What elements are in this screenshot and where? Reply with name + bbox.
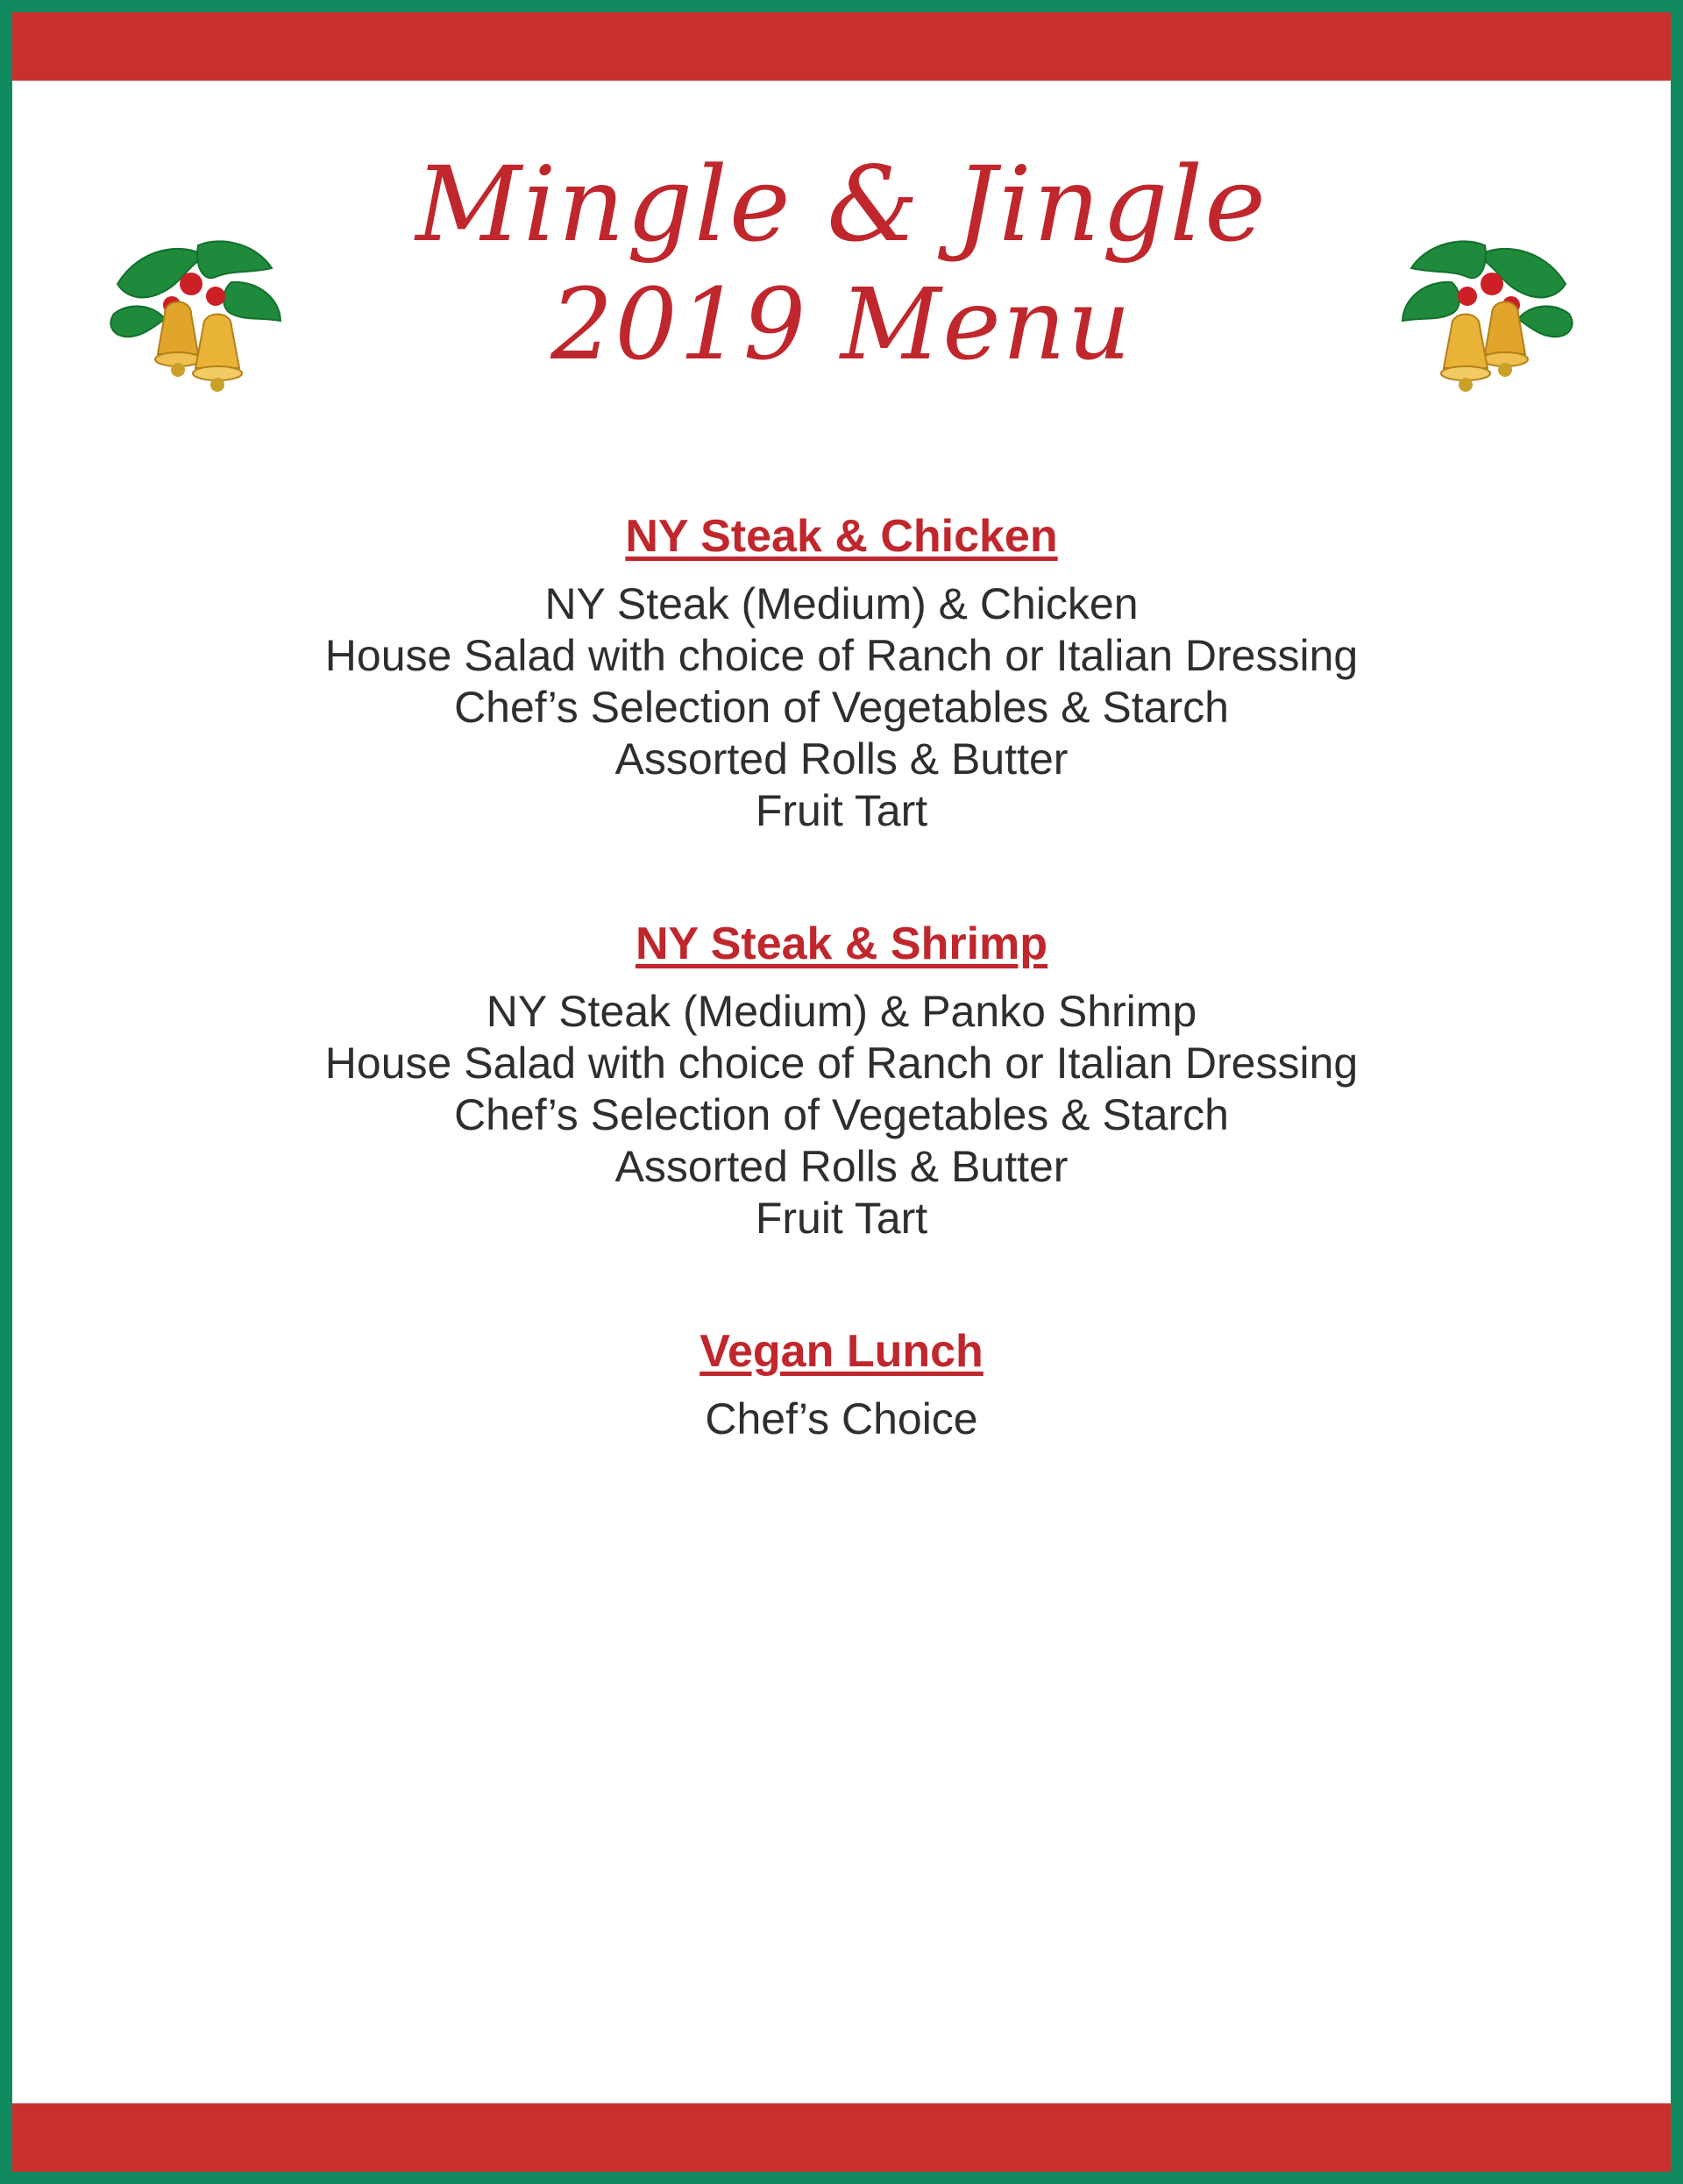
page-title-line-2: 2019 Menu: [550, 268, 1133, 383]
section-title: Vegan Lunch: [699, 1326, 984, 1378]
menu-line: NY Steak (Medium) & Chicken: [544, 579, 1139, 629]
menu-sections: [12, 510, 1671, 1445]
section-lines: [12, 578, 1671, 837]
bottom-red-band: [12, 2103, 1671, 2172]
menu-line: Chef’s Selection of Vegetables & Starch: [454, 1090, 1229, 1140]
section-lines: [12, 986, 1671, 1244]
menu-line: Assorted Rolls & Butter: [614, 734, 1069, 784]
section-title: NY Steak & Shrimp: [635, 918, 1048, 970]
menu-section: [12, 918, 1671, 1244]
page-content: [12, 81, 1671, 2103]
menu-section: [12, 510, 1671, 837]
menu-line: Chef’s Choice: [705, 1394, 978, 1444]
menu-line: Fruit Tart: [755, 1194, 928, 1244]
section-lines: [12, 1393, 1671, 1445]
menu-line: House Salad with choice of Ranch or Italian Dressing: [324, 631, 1359, 681]
menu-line: House Salad with choice of Ranch or Italian Dressing: [324, 1039, 1359, 1088]
menu-line: Assorted Rolls & Butter: [614, 1142, 1069, 1192]
section-title: NY Steak & Chicken: [625, 511, 1058, 563]
menu-line: Fruit Tart: [755, 786, 928, 836]
menu-section: [12, 1325, 1671, 1445]
menu-line: Chef’s Selection of Vegetables & Starch: [454, 683, 1229, 733]
page-header: [12, 81, 1671, 383]
top-red-band: [12, 12, 1671, 81]
page-title-line-1: Mingle & Jingle: [415, 144, 1268, 265]
menu-line: NY Steak (Medium) & Panko Shrimp: [486, 987, 1197, 1037]
